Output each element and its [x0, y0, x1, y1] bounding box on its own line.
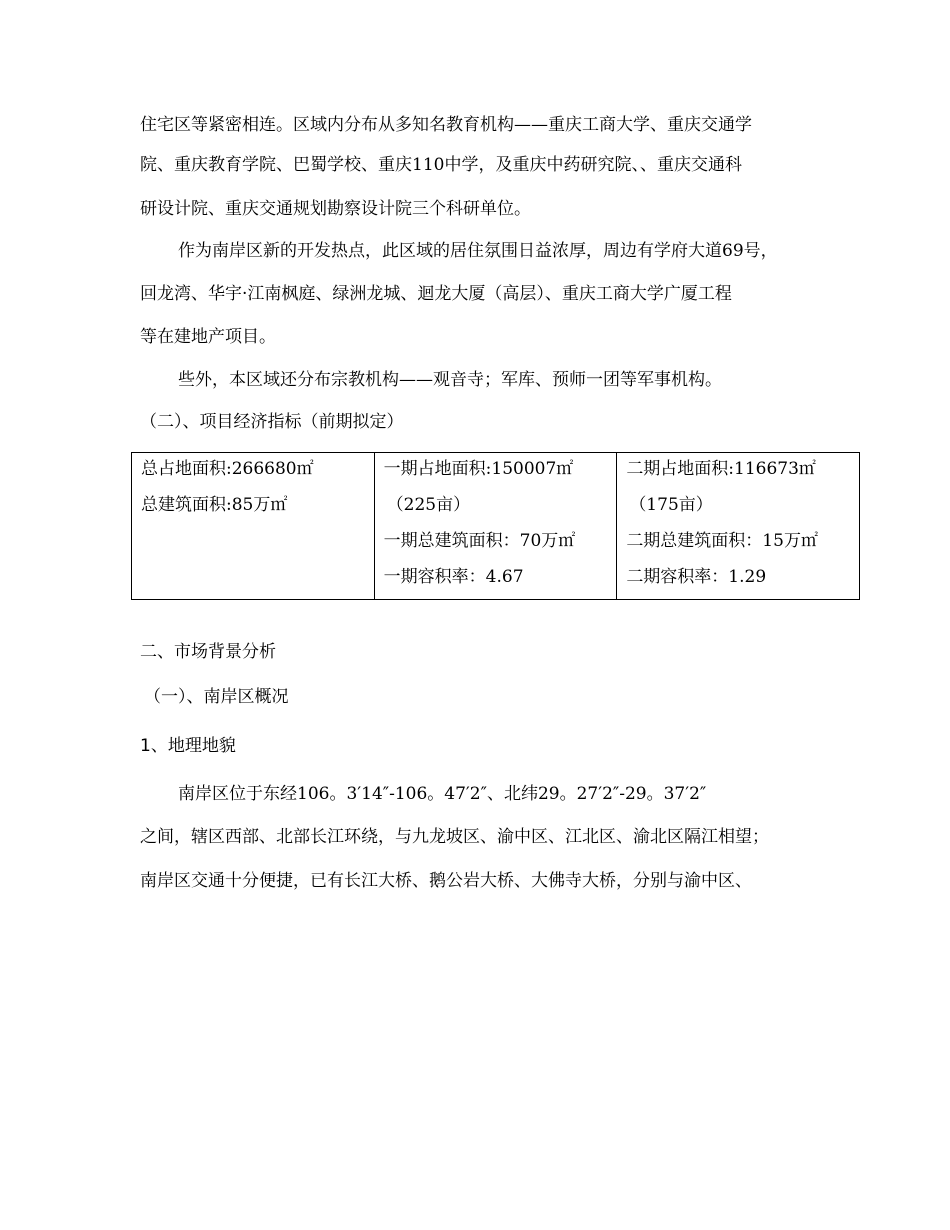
development-line-3: 等在建地产项目。 [140, 327, 276, 347]
topic-heading: 1、地理地貌 [140, 736, 236, 756]
total-building-area: 总建筑面积:85万㎡ [141, 495, 288, 515]
phase2-land-area: 二期占地面积:116673㎡ [626, 459, 816, 479]
economic-indicators-table [131, 452, 860, 600]
development-line-2: 回龙湾、华宇·江南枫庭、绿洲龙城、迴龙大厦（高层）、重庆工商大学广厦工程 [140, 284, 732, 304]
geography-line-2: 之间，辖区西部、北部长江环绕，与九龙坡区、渝中区、江北区、渝北区隔江相望； [140, 827, 769, 847]
development-line-1: 作为南岸区新的开发热点，此区域的居住氛围日益浓厚，周边有学府大道69号， [178, 241, 778, 261]
phase1-plot-ratio: 一期容积率：4.67 [383, 567, 524, 587]
geography-line-1: 南岸区位于东经106。3′14″-106。47′2″、北纬29。27′2″-29。37′2″ [178, 784, 707, 804]
total-cell [132, 453, 375, 600]
phase2-plot-ratio: 二期容积率：1.29 [626, 567, 767, 587]
geography-line-3: 南岸区交通十分便捷，已有长江大桥、鹅公岩大桥、大佛寺大桥，分别与渝中区、 [140, 871, 752, 891]
subsection-heading: （一）、南岸区概况 [144, 687, 289, 707]
intro-line-2: 院、重庆教育学院、巴蜀学校、重庆110中学，及重庆中药研究院、、重庆交通科 [140, 155, 742, 175]
phase1-cell [374, 453, 617, 600]
religion-military-paragraph: 些外，本区域还分布宗教机构——观音寺；军库、预师一团等军事机构。 [178, 370, 722, 390]
table-row [132, 453, 860, 600]
phase1-building-area: 一期总建筑面积：70万㎡ [383, 531, 576, 551]
phase2-mu: （175亩） [629, 495, 713, 515]
phase1-land-area: 一期占地面积:150007㎡ [383, 459, 574, 479]
section-2-heading: 二、市场背景分析 [140, 642, 276, 662]
phase2-cell [617, 453, 860, 600]
intro-line-1: 住宅区等紧密相连。区域内分布从多知名教育机构——重庆工商大学、重庆交通学 [140, 115, 752, 135]
phase2-building-area: 二期总建筑面积：15万㎡ [626, 531, 818, 551]
total-land-area: 总占地面积:266680㎡ [141, 459, 314, 479]
phase1-mu: （225亩） [386, 495, 471, 515]
intro-line-3: 研设计院、重庆交通规划勘察设计院三个科研单位。 [140, 199, 531, 219]
indicators-heading: （二）、项目经济指标（前期拟定） [140, 412, 404, 432]
